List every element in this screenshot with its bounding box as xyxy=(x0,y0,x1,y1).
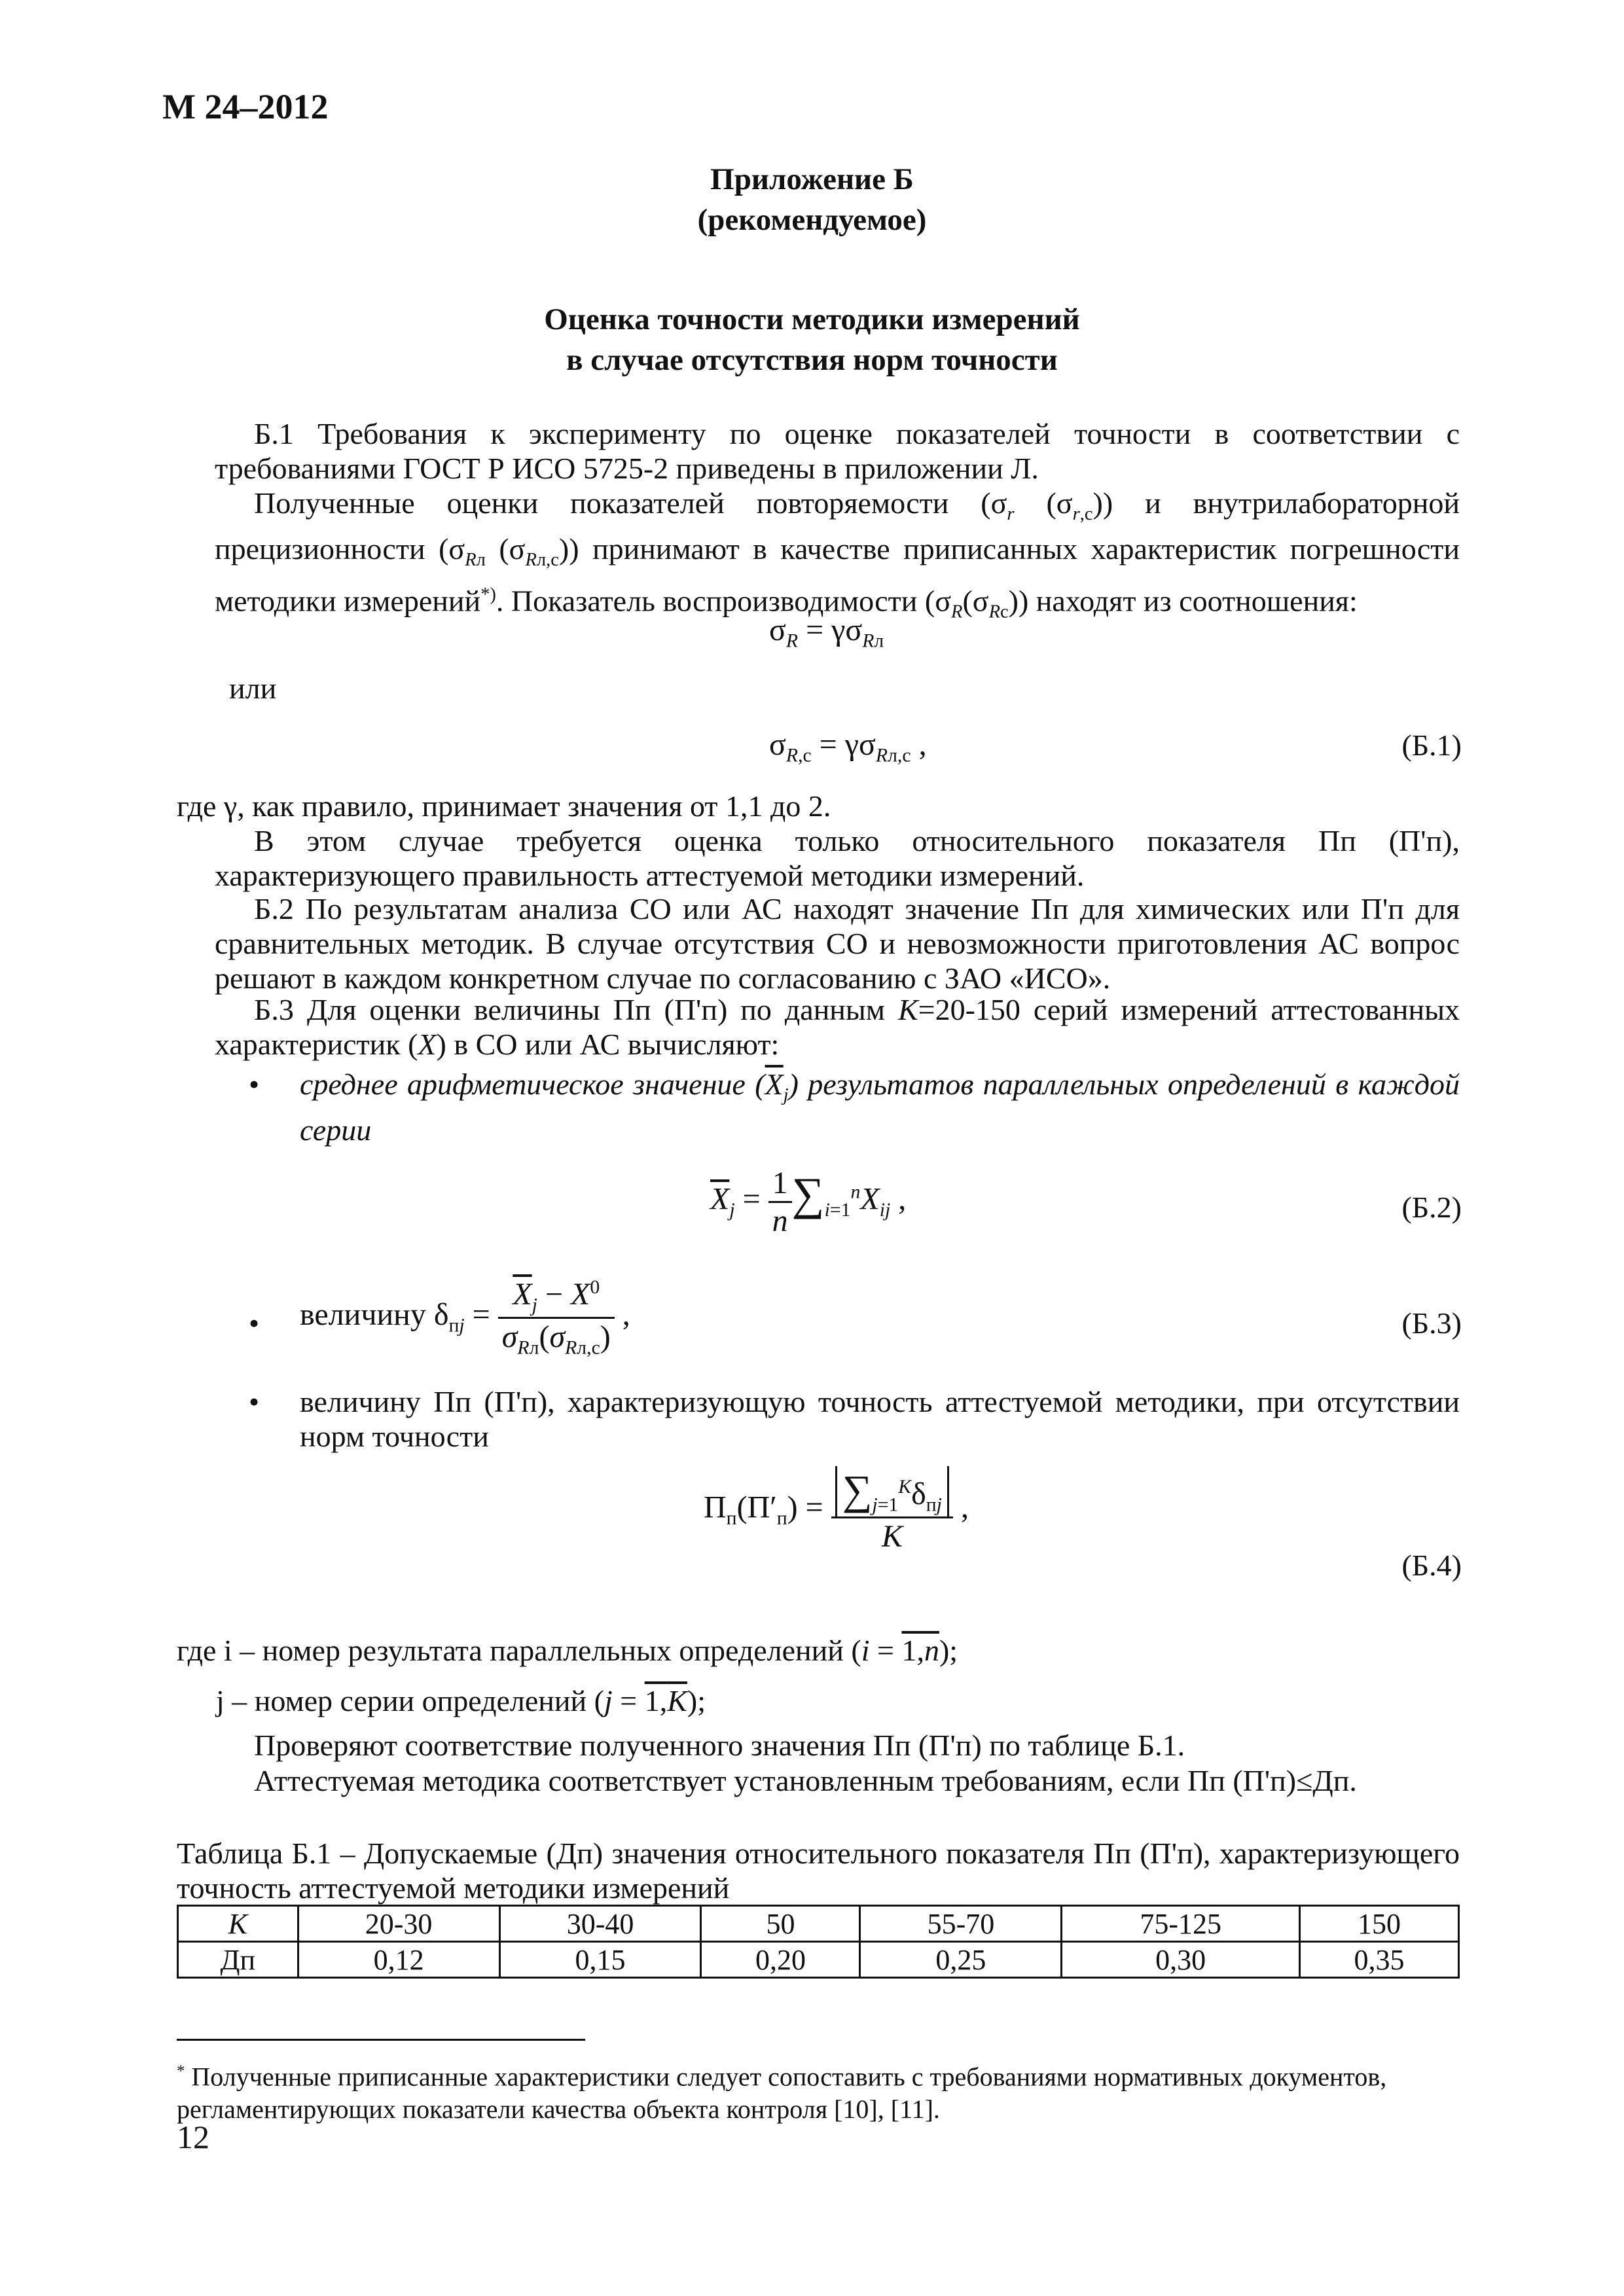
table-caption: Таблица Б.1 – Допускаемые (Дп) значения относительного показателя Пп (П'п), характеризующего точность аттестуемой методики измерений xyxy=(177,1837,1460,1905)
formula-b2: $\overline{X}_j$ = $\frac{1}{n}$ $\sum_{i=1}^nX_{ij}$ , xyxy=(710,1166,907,1238)
table-header-cell: 20-30 xyxy=(298,1906,499,1942)
table-header-cell: 55-70 xyxy=(860,1906,1062,1942)
paragraph-estimates: Полученные оценки показателей повторяемости ($\sigma_r$ $(\sigma_{r,c})$) и внутрилабораторной прецизионности ($\sigma_{Rл}$ $(\sigma_{Rл,c})$) принимают в качестве приписанных характеристик погрешности методики измерений*). Показатель воспроизводимости $(\sigma_R(\sigma_{Rc}))$ находят из соотношения: xyxy=(215,486,1460,622)
footnote: * Полученные приписанные характеристики следует сопоставить с требованиями нормативных документов, регламентирующих показатели качества объекта контроля [10], [11]. xyxy=(177,2062,1387,2125)
equation-number-b3: (Б.3) xyxy=(1401,1306,1462,1340)
paragraph-check: Проверяют соответствие полученного значения Пп (П'п) по таблице Б.1. xyxy=(254,1729,1185,1762)
table-row xyxy=(178,1942,1459,1978)
document-code: М 24–2012 xyxy=(162,87,329,126)
appendix-subtitle: (рекомендуемое) xyxy=(697,203,927,237)
equation-number-b1: (Б.1) xyxy=(1401,728,1462,762)
formula-sigma-r: $\sigma_R = \gamma\sigma_{Rл}$ xyxy=(769,613,884,652)
table-header-cell: K xyxy=(178,1906,298,1942)
page-number: 12 xyxy=(177,2119,209,2155)
paragraph-b3: Б.3 Для оценки величины Пп (П'п) по данным K=20-150 серий измерений аттестованных характеристик (X) в СО или АС вычисляют: xyxy=(215,993,1460,1061)
equation-number-b2: (Б.2) xyxy=(1401,1191,1462,1224)
tolerance-table xyxy=(177,1905,1460,1979)
bullet-marker: • xyxy=(249,1067,260,1101)
where-i: где i – номер результата параллельных определений (i = 1,n); xyxy=(177,1634,958,1667)
bullet-marker: • xyxy=(249,1306,260,1340)
formula-b3: величину $\delta_{пj}$ = $\frac{\overline{X}_j - X^0}{\sigma_{Rл}(\sigma_{Rл,c})}$ , xyxy=(300,1276,630,1359)
paragraph-b2: Б.2 По результатам анализа СО или АС находят значение Пп для химических или П'п для сравнительных методик. В случае отсутствия СО и невозможности приготовления АС вопрос решают в каждом конкретном случае по согласованию с ЗАО «ИСО». xyxy=(215,892,1460,995)
section-title-line2: в случае отсутствия норм точности xyxy=(566,343,1058,377)
table-cell: 0,25 xyxy=(860,1942,1062,1978)
table-cell: 0,15 xyxy=(499,1942,701,1978)
table-header-cell: 30-40 xyxy=(499,1906,701,1942)
paragraph-relative: В этом случае требуется оценка только относительного показателя Пп (П'п), характеризующего правильность аттестуемой методики измерений. xyxy=(215,824,1460,892)
paragraph-b1: Б.1 Требования к эксперименту по оценке показателей точности в соответствии с требованиями ГОСТ Р ИСО 5725-2 приведены в приложении Л. xyxy=(215,417,1460,485)
section-title-line1: Оценка точности методики измерений xyxy=(544,302,1080,336)
table-header-cell: 50 xyxy=(701,1906,860,1942)
where-gamma: где γ, как правило, принимает значения от 1,1 до 2. xyxy=(177,789,831,823)
bullet-mean: среднее арифметическое значение $(\overline{X}_j)$ результатов параллельных определений в каждой серии xyxy=(300,1067,1460,1147)
table-cell: 0,30 xyxy=(1062,1942,1300,1978)
word-or: или xyxy=(229,672,277,705)
table-row xyxy=(178,1906,1459,1942)
table-cell: 0,20 xyxy=(701,1942,860,1978)
table-cell: Дп xyxy=(178,1942,298,1978)
table-header-cell: 75-125 xyxy=(1062,1906,1300,1942)
appendix-title: Приложение Б xyxy=(710,162,914,196)
footnote-divider xyxy=(177,2039,585,2041)
bullet-accuracy: величину Пп (П'п), характеризующую точность аттестуемой методики, при отсутствии норм точности xyxy=(300,1385,1460,1453)
table-cell: 0,12 xyxy=(298,1942,499,1978)
where-j: j – номер серии определений (j = 1,K); xyxy=(216,1684,706,1717)
formula-b1: $\sigma_{R,c} = \gamma\sigma_{Rл,c}$ , xyxy=(769,727,927,766)
table-cell: 0,35 xyxy=(1299,1942,1458,1978)
table-header-cell: 150 xyxy=(1299,1906,1458,1942)
equation-number-b4: (Б.4) xyxy=(1401,1549,1462,1582)
formula-b4: $П_п(П'_п)$ = $\frac{\sum_{j=1}^K\delta_{пj}}{K}$ , xyxy=(704,1467,969,1554)
paragraph-conform: Аттестуемая методика соответствует установленным требованиям, если Пп (П'п)≤Дп. xyxy=(254,1764,1357,1797)
bullet-marker: • xyxy=(249,1385,260,1418)
